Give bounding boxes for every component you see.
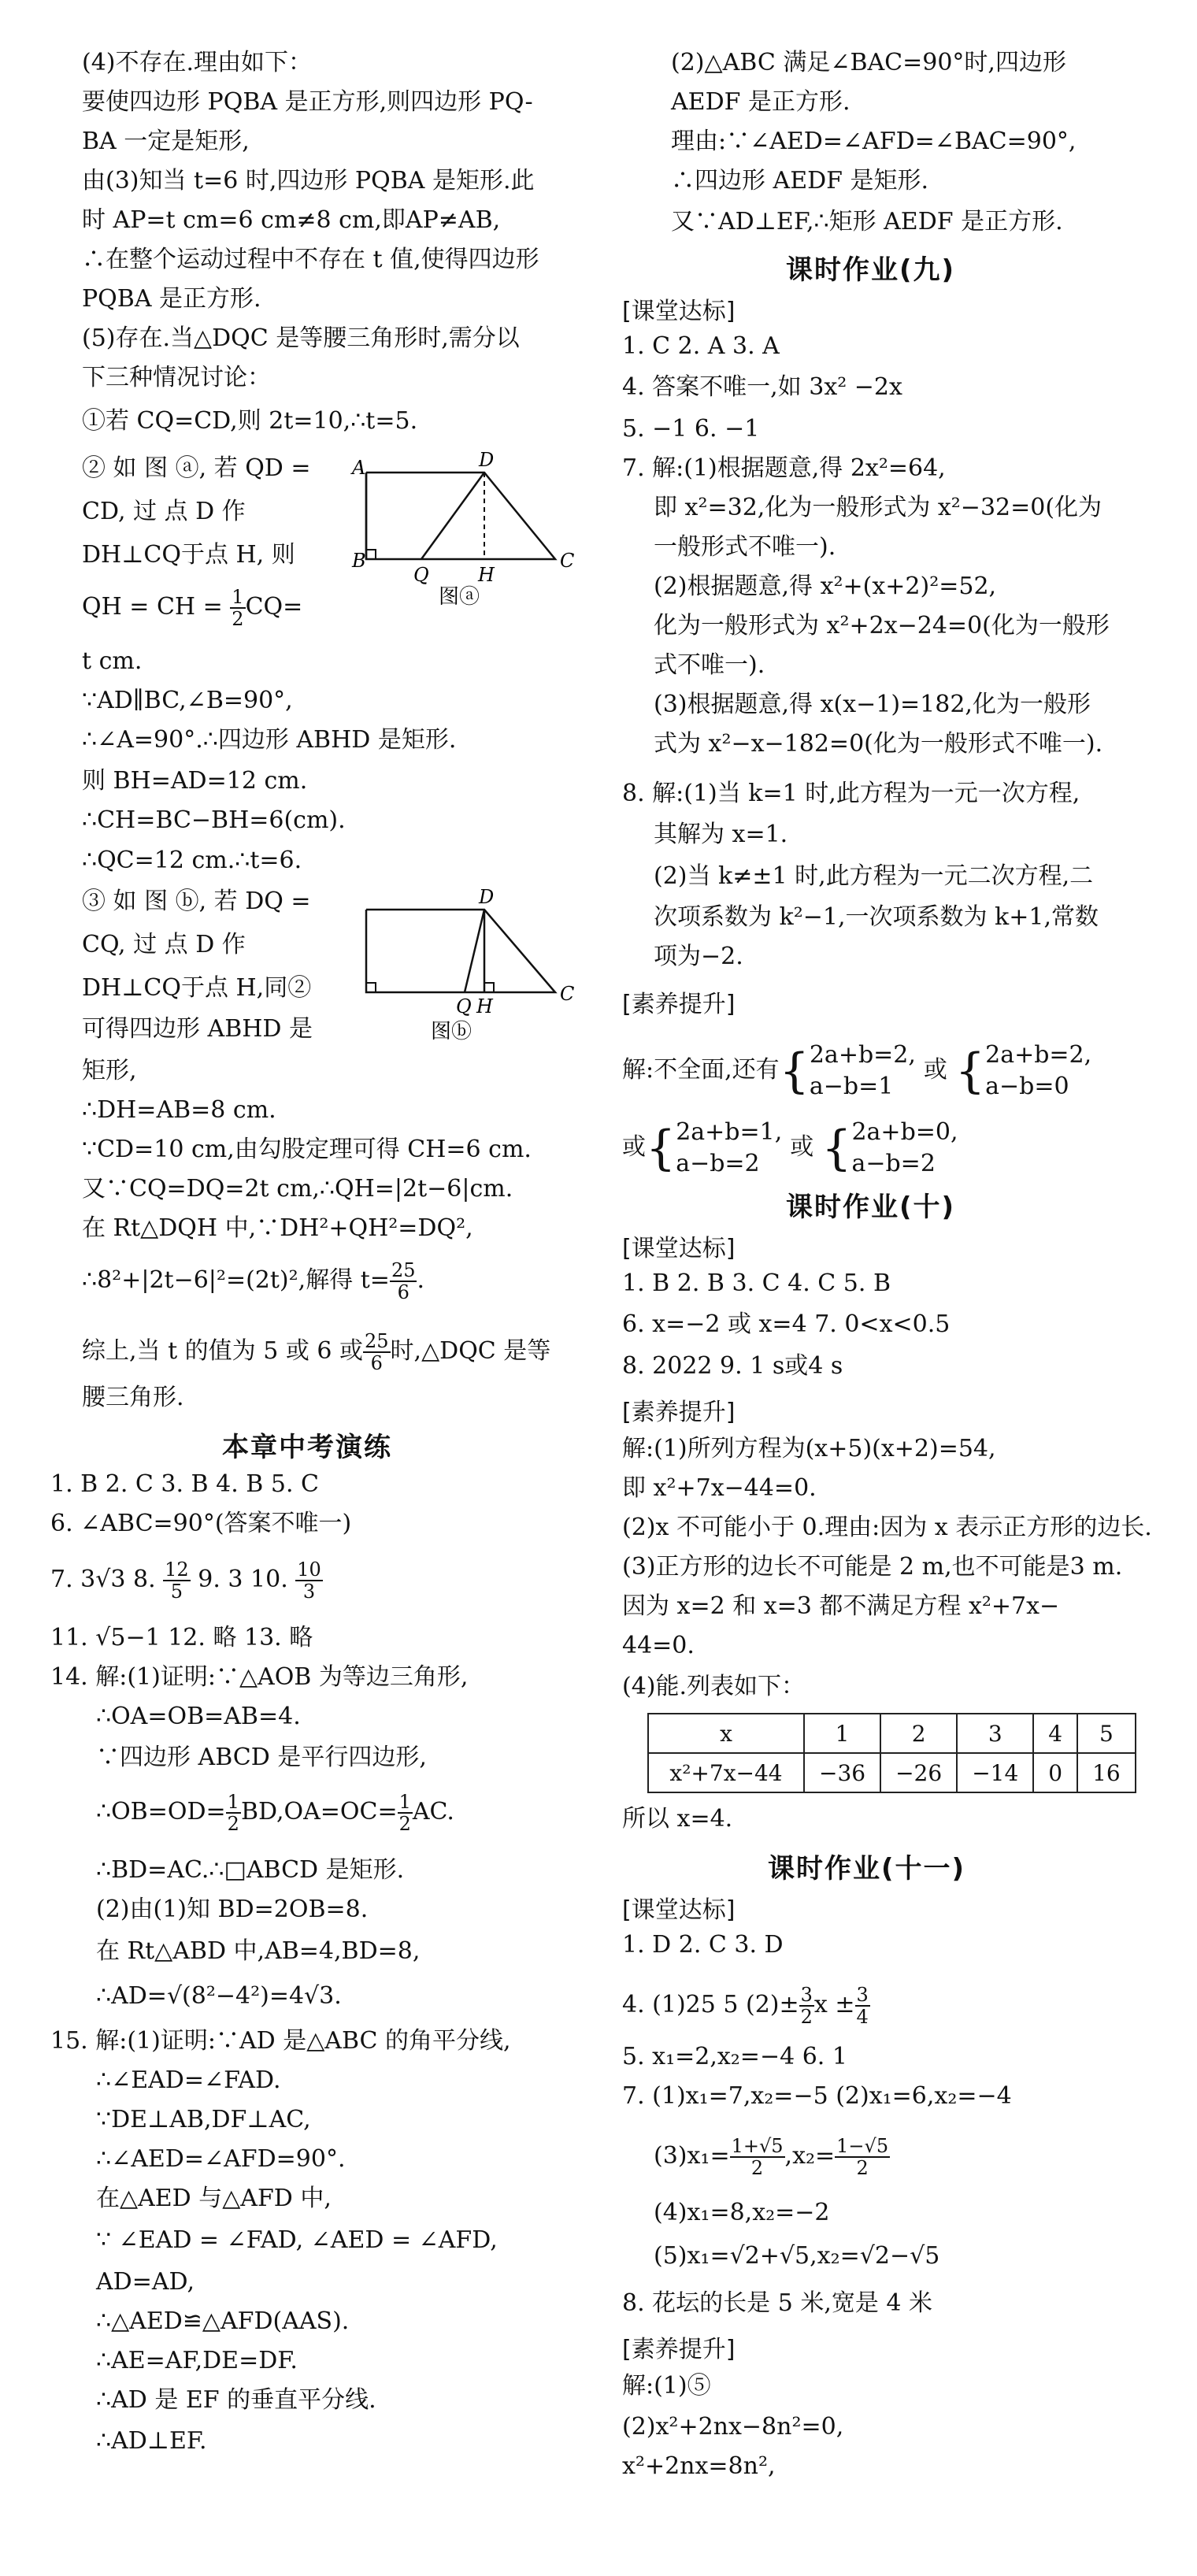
formula-line <box>82 587 302 629</box>
answer-line: 6. ∠ABC=90°(答案不唯一) <box>50 1510 352 1537</box>
table-cell: x²+7x−44 <box>648 1753 804 1792</box>
text-line: ∴CH=BC−BH=6(cm). <box>82 806 346 834</box>
text-line: 44=0. <box>622 1632 695 1659</box>
system-line: 解:不全面,还有{2a+b=2, a−b=1或 {2a+b=2, a−b=0 <box>622 1040 1091 1103</box>
answer-line: 8. 解:(1)当 k=1 时,此方程为一元一次方程, <box>622 780 1080 807</box>
equation-system: 2a+b=2, a−b=0 <box>985 1041 1092 1100</box>
text-line: ∴BD=AC.∴□ABCD 是矩形. <box>96 1856 405 1884</box>
table-cell: 2 <box>880 1714 957 1753</box>
fraction: $\frac{25}{6}$ <box>364 1330 389 1374</box>
section-title: 本章中考演练 <box>222 1432 392 1463</box>
section-tag: [课堂达标] <box>622 1235 736 1262</box>
text-line: 腰三角形. <box>82 1384 184 1411</box>
fraction: $\frac{1}{2}$ <box>232 586 244 630</box>
text-line: 要使四边形 PQBA 是正方形,则四边形 PQ- <box>82 88 533 116</box>
text-line: ∴∠A=90°.∴四边形 ABHD 是矩形. <box>82 726 457 754</box>
text-line: (3)正方形的边长不可能是 2 m,也不可能是3 m. <box>622 1553 1123 1581</box>
text-line: 式不唯一). <box>654 651 765 679</box>
answer-line: 7. (1)x₁=7,x₂=−5 (2)x₁=6,x₂=−4 <box>622 2082 1012 2110</box>
answer-line: (3)x₁= $\frac{1+√5}{2}$ ,x₂= $\frac{1-√5}{2}$ <box>654 2135 889 2179</box>
label-B: B <box>352 550 366 572</box>
table-cell: −36 <box>804 1753 880 1792</box>
text-line: BA 一定是矩形, <box>82 128 250 155</box>
answer-line: (5)x₁=√2+√5,x₂=√2−√5 <box>654 2242 940 2270</box>
label-Q: Q <box>456 995 472 1017</box>
text-line: 可得四边形 ABHD 是 <box>82 1015 313 1043</box>
answer-line: 5. x₁=2,x₂=−4 6. 1 <box>622 2043 847 2070</box>
text-line: 所以 x=4. <box>622 1805 733 1833</box>
label-C: C <box>560 550 575 572</box>
answer-line: 8. 花坛的长是 5 米,宽是 4 米 <box>622 2289 933 2317</box>
figure-caption: 图ⓐ <box>439 585 480 606</box>
table-cell: −14 <box>957 1753 1033 1792</box>
formula-line: ∴8²+|2t−6|²=(2t)²,解得 t= $\frac{25}{6}$ . <box>82 1259 425 1303</box>
text-line: 又∵AD⊥EF,∴矩形 AEDF 是正方形. <box>671 208 1063 235</box>
answer-line: 4. (1)25 5 (2)± $\frac{3}{2}$ x ± $\frac{3}{4}$ <box>622 1984 869 2028</box>
value-table <box>647 1713 1136 1793</box>
text-line: DH⊥CQ于点 H, 则 <box>82 541 295 569</box>
text-line: ∵AD∥BC,∠B=90°, <box>82 687 293 714</box>
label-D: D <box>479 886 495 908</box>
text-line: AD=AD, <box>96 2268 195 2296</box>
label-C: C <box>560 983 575 1005</box>
text-line: ∴四边形 AEDF 是矩形. <box>671 167 929 195</box>
answer-line: 11. √5−1 12. 略 13. 略 <box>50 1624 313 1651</box>
section-tag: [素养提升] <box>622 1399 736 1426</box>
text-line: (2)△ABC 满足∠BAC=90°时,四边形 <box>671 49 1066 76</box>
table-cell: −26 <box>880 1753 957 1792</box>
answer-line: 7. 解:(1)根据题意,得 2x²=64, <box>622 454 946 482</box>
table-cell: 4 <box>1033 1714 1077 1753</box>
text-line: ①若 CQ=CD,则 2t=10,∴t=5. <box>82 407 418 435</box>
text-line: ∵四边形 ABCD 是平行四边形, <box>96 1744 427 1771</box>
text-line: (2)由(1)知 BD=2OB=8. <box>96 1896 369 1923</box>
figure-a <box>350 449 579 606</box>
section-title: 课时作业(十) <box>786 1192 956 1223</box>
text-line: ∴△AED≌△AFD(AAS). <box>96 2307 350 2335</box>
answer-line: 6. x=−2 或 x=4 7. 0<x<0.5 <box>622 1310 951 1338</box>
text-line: DH⊥CQ于点 H,同② <box>82 974 312 1002</box>
text-line: 化为一般形式为 x²+2x−24=0(化为一般形 <box>654 612 1110 639</box>
table-cell: 3 <box>957 1714 1033 1753</box>
text-line: ∴DH=AB=8 cm. <box>82 1096 276 1124</box>
text-line: 又∵CQ=DQ=2t cm,∴QH=|2t−6|cm. <box>82 1175 513 1203</box>
text-line: ∴∠EAD=∠FAD. <box>96 2066 281 2094</box>
answer-line: 8. 2022 9. 1 s或4 s <box>622 1352 843 1380</box>
figure-caption: 图ⓑ <box>431 1020 472 1043</box>
section-tag: [素养提升] <box>622 991 736 1018</box>
text-line: ∴QC=12 cm.∴t=6. <box>82 847 302 874</box>
text-line: 其解为 x=1. <box>654 821 788 848</box>
section-tag: [课堂达标] <box>622 1896 736 1924</box>
text-line: (2)x²+2nx−8n²=0, <box>622 2413 844 2441</box>
text-line: 在 Rt△DQH 中,∵DH²+QH²=DQ², <box>82 1214 473 1242</box>
text-line: AEDF 是正方形. <box>671 88 850 116</box>
text-line: (2)当 k≠±1 时,此方程为一元二次方程,二 <box>654 862 1094 890</box>
text-line: 理由:∵∠AED=∠AFD=∠BAC=90°, <box>671 128 1077 155</box>
text-line: 14. 解:(1)证明:∵△AOB 为等边三角形, <box>50 1663 469 1691</box>
text-line: (4)能.列表如下： <box>622 1673 806 1700</box>
text-line: 式为 x²−x−182=0(化为一般形式不唯一). <box>654 730 1103 758</box>
text-line: ∴在整个运动过程中不存在 t 值,使得四边形 <box>82 246 539 273</box>
text-line: ∴AD=√(8²−4²)=4√3. <box>96 1982 342 2010</box>
text-line: CD, 过 点 D 作 <box>82 498 246 525</box>
answer-line: 4. 答案不唯一,如 3x² −2x <box>622 373 902 401</box>
answer-line: 1. C 2. A 3. A <box>622 332 780 360</box>
text-line: 一般形式不唯一). <box>654 533 836 561</box>
text-line: 即 x²+7x−44=0. <box>622 1474 817 1502</box>
text-line: ∴AE=AF,DE=DF. <box>96 2347 298 2374</box>
text-line: 解:(1)⑤ <box>622 2372 711 2400</box>
text-line: ∴AD 是 EF 的垂直平分线. <box>96 2386 376 2414</box>
figure-b <box>350 882 579 1055</box>
text-line: (2)根据题意,得 x²+(x+2)²=52, <box>654 573 997 600</box>
text-line: 项为−2. <box>654 943 743 970</box>
table-cell: 16 <box>1077 1753 1136 1792</box>
text-line: ∴∠AED=∠AFD=90°. <box>96 2145 346 2173</box>
answer-line: 1. B 2. B 3. C 4. C 5. B <box>622 1269 891 1297</box>
answer-line: 1. B 2. C 3. B 4. B 5. C <box>50 1470 319 1498</box>
answer-line: (4)x₁=8,x₂=−2 <box>654 2199 830 2226</box>
text-line: ∵CD=10 cm,由勾股定理可得 CH=6 cm. <box>82 1136 532 1163</box>
text-line: x²+2nx=8n², <box>622 2452 776 2480</box>
text-line: ② 如 图 ⓐ, 若 QD = <box>82 454 311 482</box>
table-cell: x <box>648 1714 804 1753</box>
formula-line: 综上,当 t 的值为 5 或 6 或 $\frac{25}{6}$ 时,△DQC 是等 <box>82 1330 551 1374</box>
text-line: PQBA 是正方形. <box>82 285 261 313</box>
text-line: (4)不存在.理由如下： <box>82 49 313 76</box>
text-line: 在 Rt△ABD 中,AB=4,BD=8, <box>96 1937 421 1965</box>
text-line: ∵DE⊥AB,DF⊥AC, <box>96 2106 311 2133</box>
label-Q: Q <box>413 564 429 586</box>
table-cell: 5 <box>1077 1714 1136 1753</box>
text-line: (5)存在.当△DQC 是等腰三角形时,需分以 <box>82 324 520 352</box>
table-cell: 1 <box>804 1714 880 1753</box>
text-line: 即 x²=32,化为一般形式为 x²−32=0(化为 <box>654 494 1102 521</box>
label-H: H <box>476 995 493 1017</box>
text-line: (2)x 不可能小于 0.理由:因为 x 表示正方形的边长. <box>622 1514 1152 1541</box>
text-line: t cm. <box>82 647 143 675</box>
text-line: ∴AD⊥EF. <box>96 2427 207 2455</box>
answer-line: 7. 3√3 8. $\frac{12}{5}$ 9. 3 10. $\frac{10}{3}$ <box>50 1559 321 1603</box>
equation-system: 2a+b=1, a−b=2 <box>676 1118 783 1177</box>
text-line: 因为 x=2 和 x=3 都不满足方程 x²+7x− <box>622 1592 1060 1620</box>
equation-system: 2a+b=2, a−b=1 <box>809 1041 916 1100</box>
formula-text: CQ= <box>245 593 303 621</box>
text-line: 矩形, <box>82 1057 137 1084</box>
answer-line: 1. D 2. C 3. D <box>622 1931 784 1959</box>
formula-text: QH = CH = <box>82 593 231 621</box>
text-line: 时 AP=t cm=6 cm≠8 cm,即AP≠AB, <box>82 206 501 234</box>
section-tag: [素养提升] <box>622 2336 736 2363</box>
text-line: ∵ ∠EAD = ∠FAD, ∠AED = ∠AFD, <box>96 2226 498 2254</box>
system-line: 或{2a+b=1, a−b=2或 {2a+b=0, a−b=2 <box>622 1117 958 1180</box>
fraction: $\frac{25}{6}$ <box>391 1259 416 1303</box>
text-line: 次项系数为 k²−1,一次项系数为 k+1,常数 <box>654 903 1099 931</box>
text-line: ③ 如 图 ⓑ, 若 DQ = <box>82 888 311 915</box>
text-line: 下三种情况讨论： <box>82 364 271 391</box>
table-header-row <box>648 1714 1136 1753</box>
answer-line: 5. −1 6. −1 <box>622 415 760 443</box>
equation-system: 2a+b=0, a−b=2 <box>851 1118 958 1177</box>
section-title: 课时作业(九) <box>786 254 956 286</box>
table-row <box>648 1753 1136 1792</box>
text-line: 在△AED 与△AFD 中, <box>96 2185 332 2212</box>
label-A: A <box>352 457 366 479</box>
section-tag: [课堂达标] <box>622 298 736 325</box>
text-line: 解:(1)所列方程为(x+5)(x+2)=54, <box>622 1435 996 1462</box>
text-line: 则 BH=AD=12 cm. <box>82 767 308 795</box>
formula-line: ∴OB=OD= $\frac{1}{2}$ BD,OA=OC= $\frac{1}{2}$ AC. <box>96 1791 454 1835</box>
text-line: CQ, 过 点 D 作 <box>82 931 246 958</box>
text-line: 由(3)知当 t=6 时,四边形 PQBA 是矩形.此 <box>82 167 535 195</box>
label-D: D <box>479 449 495 471</box>
table-cell: 0 <box>1033 1753 1077 1792</box>
text-line: (3)根据题意,得 x(x−1)=182,化为一般形 <box>654 691 1091 718</box>
label-H: H <box>478 564 495 586</box>
section-title: 课时作业(十一) <box>768 1853 966 1885</box>
text-line: ∴OA=OB=AB=4. <box>96 1703 301 1730</box>
text-line: 15. 解:(1)证明:∵AD 是△ABC 的角平分线, <box>50 2027 511 2055</box>
